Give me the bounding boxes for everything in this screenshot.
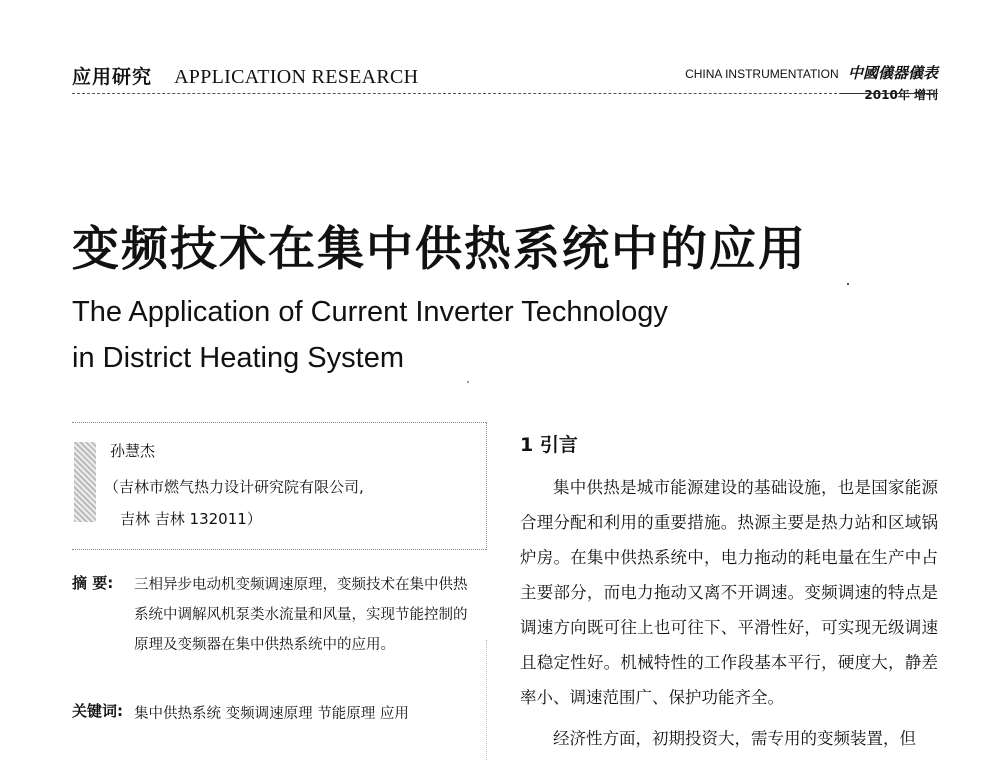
- header-rule-dashed: [72, 93, 842, 94]
- article-title-en-line2: in District Heating System: [72, 342, 404, 374]
- keywords-label: 关键词:: [72, 702, 123, 720]
- journal-name-cn: 中國儀器儀表: [847, 64, 938, 82]
- article-title-en-line1: The Application of Current Inverter Technology: [72, 296, 668, 328]
- scan-speck: [847, 283, 849, 285]
- column-divider: [486, 640, 487, 760]
- author-name: 孙慧杰: [110, 442, 156, 460]
- body-paragraph: 集中供热是城市能源建设的基础设施，也是国家能源合理分配和利用的重要措施。热源主要是热力站和区域锅炉房。在集中供热系统中，电力拖动的耗电量在生产中占主要部分，而电力拖动又离不开调速。变频调速的特点是调速方向既可往上也可往下、平滑性好，可实现无级调速且稳定性好。机械特性的工作段基本平行，硬度大，静差率小、调速范围广、保护功能齐全。: [520, 478, 938, 707]
- abstract-text: 三相异步电动机变频调速原理，变频技术在集中供热系统中调解风机泵类水流量和风量，实现节能控制的原理及变频器在集中供热系统中的应用。: [134, 577, 468, 653]
- running-header-left: [72, 62, 418, 89]
- running-header-right: [685, 62, 938, 83]
- header-rule-solid: [840, 93, 938, 94]
- scan-speck: [467, 381, 469, 383]
- abstract-label: 摘 要:: [72, 574, 114, 592]
- author-photo-placeholder: [74, 442, 96, 522]
- section-heading-introduction: 1 引言: [520, 434, 578, 456]
- section-label-cn: 应用研究: [72, 66, 153, 88]
- author-box-bottom-border: [72, 549, 486, 550]
- body-text: [520, 470, 938, 756]
- author-affiliation-line1: （吉林市燃气热力设计研究院有限公司,: [104, 478, 364, 496]
- article-title-en: [72, 289, 668, 381]
- author-box-right-border: [486, 422, 487, 550]
- issue-label: 2010年 增刊: [864, 88, 938, 102]
- journal-name-en: CHINA INSTRUMENTATION: [685, 67, 839, 81]
- body-paragraph: 经济性方面，初期投资大，需专用的变频装置，但: [553, 729, 916, 748]
- author-box-top-border: [72, 422, 486, 423]
- author-affiliation-line2: 吉林 吉林 132011）: [120, 510, 262, 528]
- section-label-en: APPLICATION RESEARCH: [174, 66, 419, 88]
- keywords-text: 集中供热系统 变频调速原理 节能原理 应用: [134, 706, 409, 722]
- article-title-cn: 变频技术在集中供热系统中的应用: [72, 222, 807, 277]
